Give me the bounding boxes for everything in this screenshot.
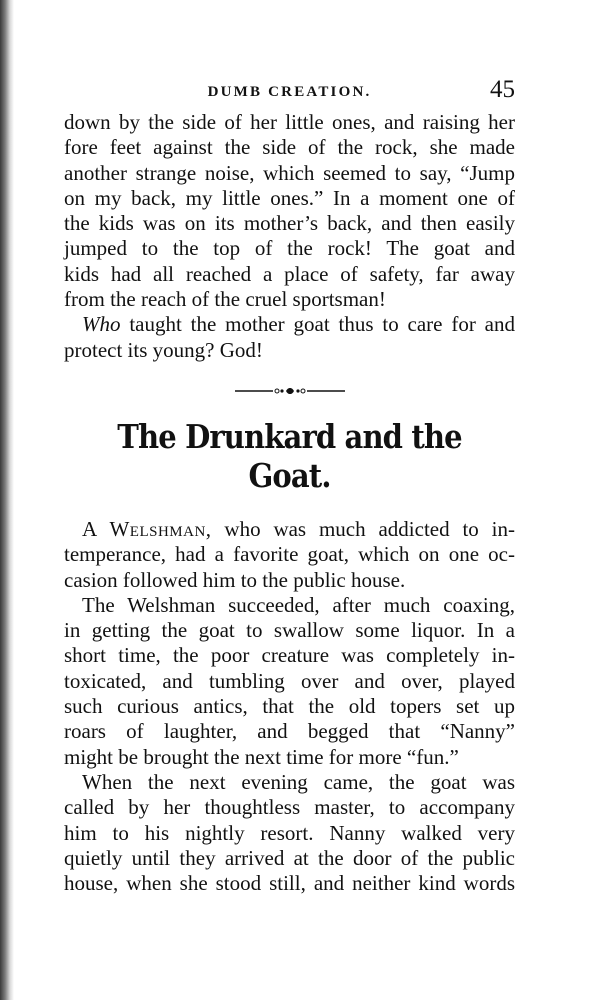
text-line: quietly until they arrived at the door of the public [64,845,515,870]
paragraph-liquor [64,593,515,770]
text-line: another strange noise, which seemed to say, “Jump [64,160,515,185]
text-line: house, when she stood still, and neither kind words [64,871,515,896]
paragraph-next-evening [64,770,515,896]
text-line: toxicated, and tumbling over and over, played [64,668,515,693]
section-divider-ornament [235,383,345,399]
running-head: DUMB CREATION. [207,84,372,100]
text-line: called by her thoughtless master, to accompany [64,795,515,820]
text-line: casion followed him to the public house. [64,567,406,592]
small-caps-opening: A Welshman, [82,516,212,541]
text-line: down by the side of her little ones, and raising her [64,110,515,134]
text-line: jumped to the top of the rock! The goat and [64,236,515,261]
book-page [64,76,515,896]
text-span: who was much addicted to in- [211,516,515,541]
paragraph-welshman [64,517,515,593]
text-line: might be brought the next time for more “fun.” [64,744,459,769]
italic-word: Who [82,312,121,337]
text-line: on my back, my little ones.” In a moment one of [64,185,515,210]
page-binding-edge [0,0,14,1000]
text-line [64,517,515,542]
text-line: When the next evening came, the goat was [82,769,515,794]
text-line: roars of laughter, and begged that “Nanny” [64,719,515,744]
page-number: 45 [490,76,515,103]
paragraph-who-taught [64,312,515,363]
text-line [64,312,515,337]
text-span: taught the mother goat thus to care for and [120,312,515,337]
paragraph-continuation [64,110,515,312]
text-line: The Welshman succeeded, after much coaxing, [82,592,515,617]
text-line: fore feet against the side of the rock, she made [64,135,515,160]
text-line: in getting the goat to swallow some liquor. In a [64,618,515,643]
text-line: short time, the poor creature was completely in- [64,643,515,668]
text-line: the kids was on its mother’s back, and then easily [64,211,515,236]
text-line: temperance, had a favorite goat, which on one oc- [64,542,515,567]
text-line: kids had all reached a place of safety, far away [64,261,515,286]
text-line: protect its young? God! [64,337,263,362]
page-header [64,76,515,110]
text-line: from the reach of the cruel sportsman! [64,287,386,312]
text-line: him to his nightly resort. Nanny walked very [64,820,515,845]
text-line: such curious antics, that the old topers set up [64,694,515,719]
section-title: The Drunkard and the Goat. [117,416,462,495]
